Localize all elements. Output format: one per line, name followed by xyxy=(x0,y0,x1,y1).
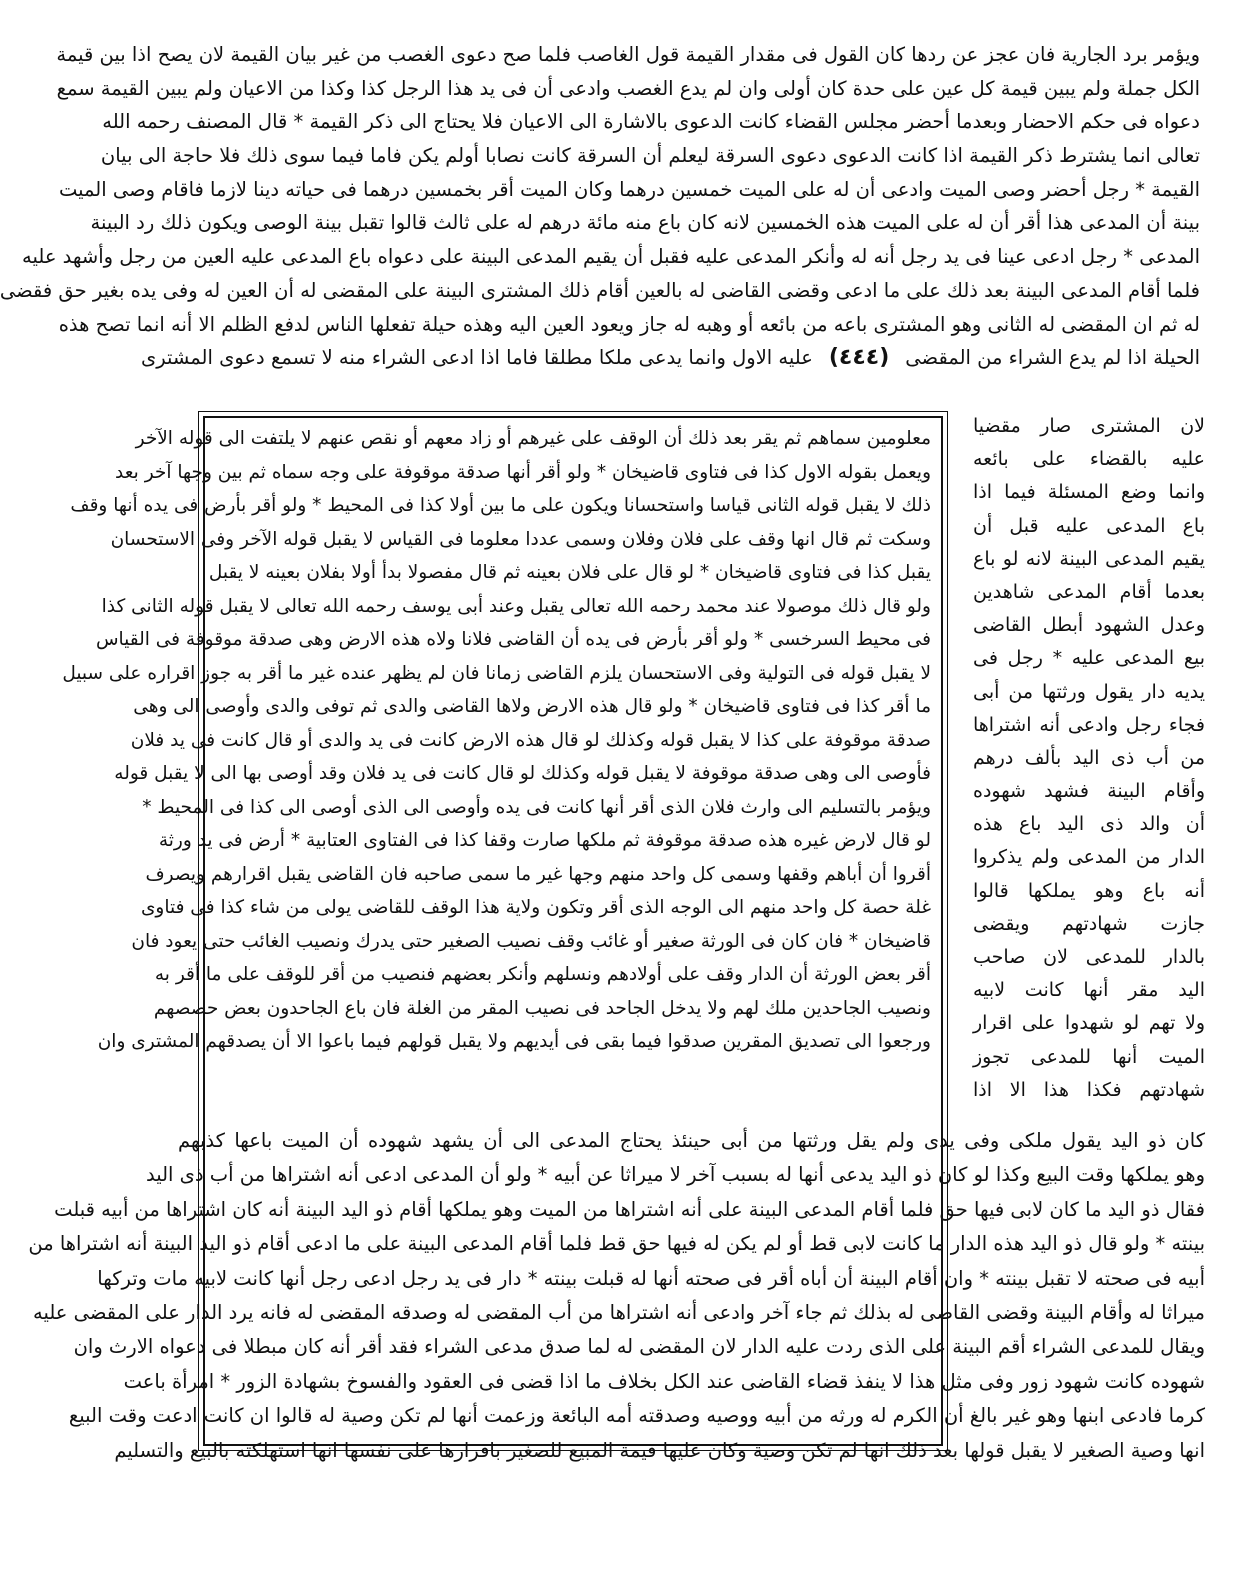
page-number: (٤٤٤) xyxy=(828,345,890,371)
box-line: أقروا أن أباهم وقفها وسمى كل واحد منهم وجها غير ما سمى صاحبه فان القاضى يقبل اقرارهم ويصرف xyxy=(145,863,931,885)
text-line: وهو يملكها وقت البيع وكذا لو كان ذو اليد يدعى أنها له بسبب آخر لا ميراثا عن أبيه * ولو أن المدعى ادعى أنه اشتراها من أب ذى اليد xyxy=(145,1163,1205,1187)
margin-line: وأقام البينة فشهد شهوده xyxy=(973,780,1205,803)
margin-line: وعدل الشهود أبطل القاضى xyxy=(973,614,1205,637)
box-line: ويعمل بقوله الاول كذا فى فتاوى قاضيخان * ولو أقر أنها صدقة موقوفة على وجه سماه ثم بين وجها آخر بعد xyxy=(115,461,931,483)
box-line: ورجعوا الى تصديق المقرين صدقوا فيما بقى فى أيديهم ولا يقبل قولهم فيما باعوا الا أن يصدقهم المشترى وان xyxy=(97,1031,931,1052)
box-line: ما أقر كذا فى فتاوى قاضيخان * ولو قال هذه الارض ولاها القاضى والدى ثم توفى والدى وأوصى الى وهى xyxy=(133,696,931,717)
margin-line: بعدما أقام المدعى شاهدين xyxy=(973,580,1205,603)
margin-line: عليه بالقضاء على بائعه xyxy=(973,448,1205,471)
margin-line: أنه باع وهو يملكها قالوا xyxy=(973,879,1205,902)
text-segment: الحيلة اذا لم يدع الشراء من المقضى xyxy=(905,346,1200,370)
text-line: فقال ذو اليد ما كان لابى فيها حق فلما أقام المدعى البينة على أنه اشتراها من الميت وهو يملكها أقام ذو اليد البينة أنه كان اشتراها من أبيه قبلت xyxy=(54,1197,1205,1221)
margin-line: وانما وضع المسئلة فيما اذا xyxy=(973,481,1205,504)
page-number-line xyxy=(140,341,1200,375)
box-line: صدقة موقوفة على كذا لا يقبل قوله وكذلك لو قال هذه الارض كانت فى يد والدى أو قال كانت فى يد فلان xyxy=(130,729,931,751)
box-line: يقبل كذا فى فتاوى قاضيخان * لو قال على فلان بعينه ثم قال مفصولا بدأ أولا بفلان بعينه لا يقبل xyxy=(208,562,931,583)
margin-line: فجاء رجل وادعى أنه اشتراها xyxy=(973,713,1205,736)
margin-line: بالدار للمدعى لان صاحب xyxy=(973,946,1205,968)
margin-line: ولا تهم لو شهدوا على اقرار xyxy=(973,1012,1205,1035)
margin-line: يديه دار يقول ورثتها من أبى xyxy=(973,680,1205,703)
text-segment: عليه الاول وانما يدعى ملكا مطلقا فاما اذا ادعى الشراء منه لا تسمع دعوى المشترى xyxy=(140,346,813,370)
text-line: تعالى انما يشترط ذكر القيمة اذا كانت الدعوى دعوى السرقة ليعلم أن السرقة كانت نصابا أولم يكن فاما فيما سوى ذلك فلا حاجة الى بيان xyxy=(100,144,1200,168)
margin-line: شهادتهم فكذا هذا الا اذا xyxy=(973,1078,1205,1101)
box-line: معلومين سماهم ثم يقر بعد ذلك أن الوقف على غيرهم أو زاد معهم أو نقص عنهم لا يلتفت الى قوله الآخر xyxy=(135,428,931,449)
box-line: غلة حصة كل واحد منهم الى الوجه الذى أقر وتكون ولاية هذا الوقف للقاضى يولى من شاء كذا فى فتاوى xyxy=(140,897,931,918)
margin-line: من أب ذى اليد بألف درهم xyxy=(973,746,1205,769)
box-line: ذلك لا يقبل قوله الثانى قياسا واستحسانا ويكون على ما بين أولا كذا فى المحيط * ولو أقر بأرض فى يده أنها وقف xyxy=(70,495,931,516)
text-line: ويؤمر برد الجارية فان عجز عن ردها كان القول فى مقدار القيمة قول الغاصب فلما صح دعوى الغصب من غير بيان القيمة لان يصح اذا بين قيمة xyxy=(56,43,1200,66)
text-line: الكل جملة ولم يبين قيمة كل عين على حدة كان أولى وان لم يدع الغصب وادعى أن فى يد هذا الرجل كذا وكذا من الاعيان ولم يبين القيمة سمع xyxy=(56,76,1200,100)
bottom-text-block xyxy=(28,1124,1205,1468)
margin-line: يقيم المدعى البينة لانه لو باع xyxy=(973,547,1205,570)
box-line: لا يقبل قوله فى التولية وفى الاستحسان يلزم القاضى زمانا فان لم يظهر عنده غير ما أقر به جوز اقراره على سبيل xyxy=(62,662,931,684)
box-line: فى محيط السرخسى * ولو أقر بأرض فى يده أن القاضى فلانا ولاه هذه الارض وهى صدقة موقوفة فى القياس xyxy=(95,629,931,650)
box-line: لو قال لارض غيره هذه صدقة موقوفة ثم ملكها صارت وقفا كذا فى الفتاوى العتابية * أرض فى يد ورثة xyxy=(158,830,931,851)
margin-line: أن والد ذى اليد باع هذه xyxy=(973,813,1205,836)
margin-line: باع المدعى عليه قبل أن xyxy=(973,514,1205,537)
text-line: انها وصية الصغير لا يقبل قولها بعد ذلك انها لم تكن وصية وكان عليها قيمة المبيع للصغير باقرارها على نفسها انها استهلكته بالبيع والتسليم xyxy=(114,1438,1205,1462)
margin-line: بيع المدعى عليه * رجل فى xyxy=(973,647,1205,670)
text-line: ويقال للمدعى الشراء أقم البينة على الذى ردت عليه الدار لان المقضى له لما صدق مدعى الشراء فقد أقر أنه كان مبطلا فى دعواه الارث وان xyxy=(73,1335,1205,1359)
marginal-commentary-column xyxy=(973,410,1205,1107)
margin-line: الميت أنها للمدعى تجوز xyxy=(973,1045,1205,1068)
margin-line: جازت شهادتهم ويقضى xyxy=(973,912,1205,935)
text-line: المدعى * رجل ادعى عينا فى يد رجل أنه له وأنكر المدعى عليه فقبل أن يقيم المدعى البينة على دعواه باع المدعى عليه العين من رجل وأشهد عليه xyxy=(22,245,1200,269)
text-line: بينته * ولو قال ذو اليد هذه الدار ما كانت لابى قط أو لم يكن له فيها حق قط فلما أقام المدعى البينة على ما ادعى أقام ذو اليد البينة أنه اشتراها من xyxy=(28,1232,1205,1256)
top-text-block xyxy=(0,38,1200,375)
margin-line: اليد مقر أنها كانت لابيه xyxy=(973,979,1205,1002)
text-line: أبيه فى صحته لا تقبل بينته * وان أقام البينة أن أباه أقر فى صحته أنها له قبلت بينته * دار فى يد رجل ادعى رجل أنها كانت لابيه مات وتركها xyxy=(97,1266,1205,1290)
box-line: ويؤمر بالتسليم الى وارث فلان الذى أقر أنها كانت فى يده وأوصى الى الذى أوصى الى كذا فى المحيط * xyxy=(142,796,931,818)
text-line: فلما أقام المدعى البينة بعد ذلك على ما ادعى وقضى القاضى له بالعين أقام ذلك المشترى البينة على المقضى له أن العين له وفى يده بغير حق فقضى xyxy=(0,278,1200,302)
box-line: قاضيخان * فان كان فى الورثة صغير أو غائب وقف نصيب الصغير حتى يدرك ونصيب الغائب حتى يعود فان xyxy=(131,930,931,952)
box-line: ولو قال ذلك موصولا عند محمد رحمه الله تعالى يقبل وعند أبى يوسف رحمه الله تعالى لا يقبل قوله الثانى كذا xyxy=(101,595,931,617)
margin-line: لان المشترى صار مقضيا xyxy=(973,415,1205,437)
box-line: فأوصى الى وهى صدقة موقوفة لا يقبل قوله وكذلك لو قال كانت فى يد فلان وقد أوصى بها الى لا يقبل قوله xyxy=(114,763,931,784)
text-line: له ثم ان المقضى له الثانى وهو المشترى باعه من بائعه أو وهبه له جاز ويعود العين اليه وهذه حيلة تفعلها الناس لدفع الظلم الا أنه انما تصح هذه xyxy=(58,312,1200,336)
box-line: أقر بعض الورثة أن الدار وقف على أولادهم ونسلهم وأنكر بعضهم فنصيب من أقر للوقف على ما أقر به xyxy=(154,964,931,985)
margin-line: الدار من المدعى ولم يذكروا xyxy=(973,846,1205,869)
box-line: وسكت ثم قال انها وقف على فلان وفلان وسمى عددا معلوما فى القياس لا يقبل قوله الآخر وفى الاستحسان xyxy=(110,528,931,550)
box-line: ونصيب الجاحدين ملك لهم ولا يدخل الجاحد فى نصيب المقر من الغلة فان باع الجاحدون بعض حصصهم xyxy=(153,997,931,1019)
text-line: القيمة * رجل أحضر وصى الميت وادعى أن له على الميت خمسين درهما وكان الميت أقر بخمسين درهما فى حياته دينا لازما فاقام وصى الميت xyxy=(58,177,1200,201)
text-line: شهوده كانت شهود زور وفى مثل هذا لا ينفذ قضاء القاضى عند الكل بخلاف ما اذا قضى فى العقود والفسوخ بشهادة الزور * امرأة باعت xyxy=(123,1369,1205,1393)
text-line: كرما فادعى ابنها وهو غير بالغ أن الكرم له ورثه من أبيه ووصيه وصدقته أمه البائعة وزعمت أنها لم تكن وصية له قالوا ان كانت ادعت وقت البيع xyxy=(68,1404,1205,1428)
text-line: كان ذو اليد يقول ملكى وفى يدى ولم يقل ورثتها من أبى حينئذ يحتاج المدعى الى أن يشهد شهوده أن الميت باعها كذبهم xyxy=(178,1129,1205,1152)
text-line: ميراثا له وأقام البينة وقضى القاضى له بذلك ثم جاء آخر وادعى أنه اشتراها من أب المقضى له وصدقه المقضى له فانه يرد الدار على المقضى عليه xyxy=(33,1300,1205,1324)
text-line: بينة أن المدعى هذا أقر أن له على الميت هذه الخمسين لانه كان باع منه مائة درهم له على ثالث قالوا تقبل بينة الوصى ويكون ذلك رد البينة xyxy=(90,211,1200,235)
text-line: دعواه فى حكم الاحضار وبعدما أحضر مجلس القضاء كانت الدعوى بالاشارة الى الاعيان فلا يحتاج الى ذكر القيمة * قال المصنف رحمه الله xyxy=(102,110,1200,134)
